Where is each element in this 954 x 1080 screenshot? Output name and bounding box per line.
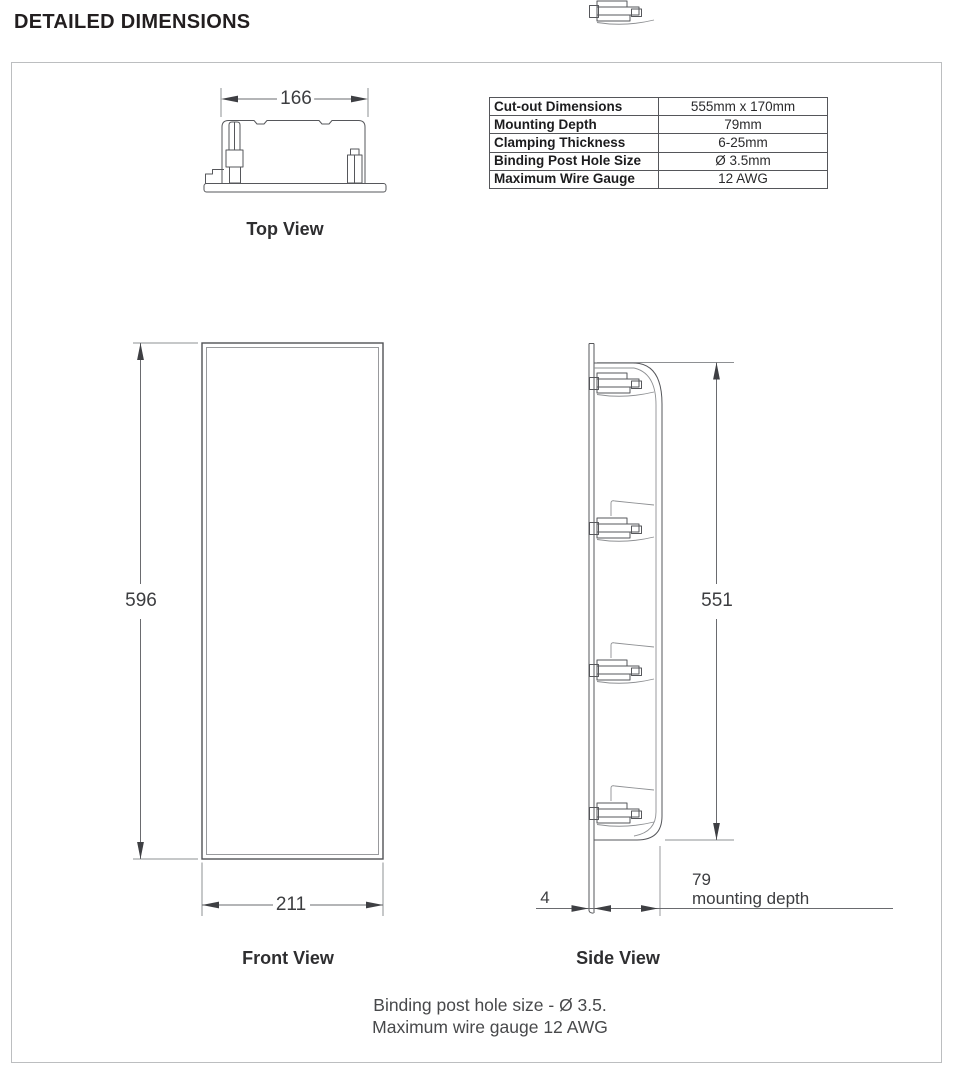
spec-value: 12 AWG xyxy=(659,170,828,188)
spec-label: Cut-out Dimensions xyxy=(490,98,659,116)
spec-value: 79mm xyxy=(659,116,828,134)
spec-value: 6-25mm xyxy=(659,134,828,152)
note-wire-gauge: Maximum wire gauge 12 AWG xyxy=(372,1016,608,1037)
spec-label: Mounting Depth xyxy=(490,116,659,134)
table-row xyxy=(490,170,828,188)
table-row xyxy=(490,152,828,170)
front-view-label: Front View xyxy=(242,948,334,968)
note-binding-post: Binding post hole size - Ø 3.5. xyxy=(373,995,607,1015)
spec-value: 555mm x 170mm xyxy=(659,98,828,116)
side-view-depth-value: 79 xyxy=(692,870,711,889)
spec-table xyxy=(489,97,828,189)
table-row xyxy=(490,116,828,134)
dimensions-panel xyxy=(11,62,942,1063)
spec-label: Clamping Thickness xyxy=(490,134,659,152)
front-view-height-value: 596 xyxy=(125,590,157,611)
side-view-depth-caption: mounting depth xyxy=(692,889,810,908)
side-view-bezel-value: 4 xyxy=(540,888,550,907)
front-view-width-value: 211 xyxy=(275,894,307,915)
spec-label: Binding Post Hole Size xyxy=(490,152,659,170)
page-title: DETAILED DIMENSIONS xyxy=(14,11,251,33)
footer-notes xyxy=(240,995,740,1038)
side-view-depth-callout xyxy=(692,870,809,908)
table-row xyxy=(490,98,828,116)
spec-label: Maximum Wire Gauge xyxy=(490,170,659,188)
top-view-width-value: 166 xyxy=(280,88,312,109)
top-view-label: Top View xyxy=(246,219,324,239)
side-view-label: Side View xyxy=(576,948,660,968)
side-view-height-value: 551 xyxy=(701,590,733,611)
table-row xyxy=(490,134,828,152)
spec-value: Ø 3.5mm xyxy=(659,152,828,170)
